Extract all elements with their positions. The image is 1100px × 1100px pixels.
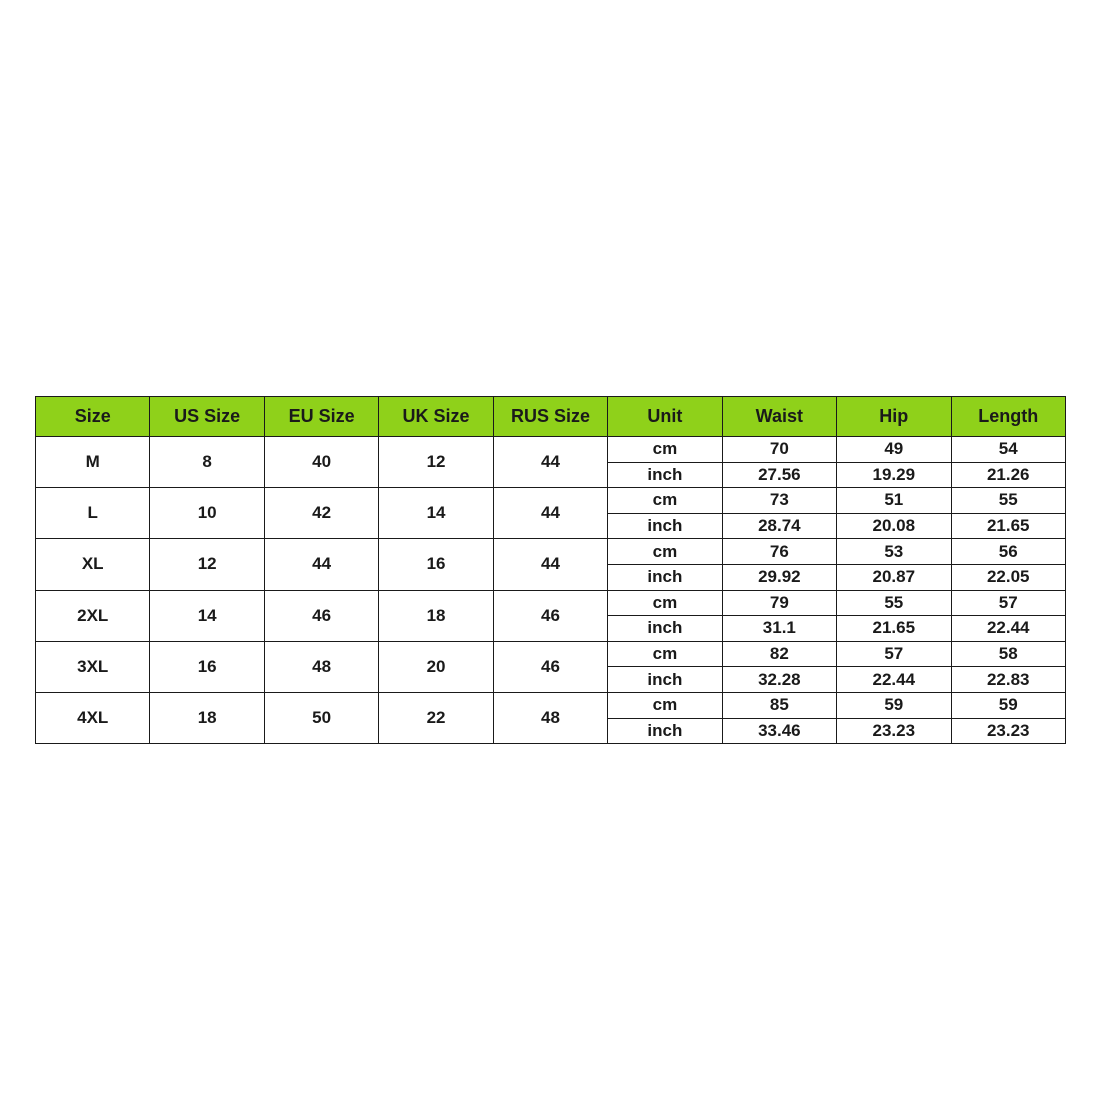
unit-cell: cm [608,488,722,514]
rus-size-cell: 44 [493,539,607,590]
size-cell: L [36,488,150,539]
size-cell: 2XL [36,590,150,641]
waist-cell: 32.28 [722,667,836,693]
header-rus-size: RUS Size [493,397,607,437]
unit-cell: inch [608,667,722,693]
waist-cell: 76 [722,539,836,565]
unit-cell: cm [608,692,722,718]
unit-cell: inch [608,513,722,539]
unit-cell: inch [608,564,722,590]
length-cell: 21.26 [951,462,1065,488]
us-size-cell: 10 [150,488,264,539]
waist-cell: 73 [722,488,836,514]
us-size-cell: 18 [150,692,264,743]
header-us-size: US Size [150,397,264,437]
length-cell: 54 [951,437,1065,463]
length-cell: 21.65 [951,513,1065,539]
waist-cell: 31.1 [722,616,836,642]
size-cell: 4XL [36,692,150,743]
eu-size-cell: 50 [264,692,378,743]
waist-cell: 79 [722,590,836,616]
waist-cell: 33.46 [722,718,836,744]
waist-cell: 70 [722,437,836,463]
unit-cell: cm [608,539,722,565]
size-cell: M [36,437,150,488]
hip-cell: 20.08 [837,513,951,539]
length-cell: 59 [951,692,1065,718]
header-eu-size: EU Size [264,397,378,437]
uk-size-cell: 12 [379,437,493,488]
eu-size-cell: 42 [264,488,378,539]
header-uk-size: UK Size [379,397,493,437]
hip-cell: 21.65 [837,616,951,642]
unit-cell: inch [608,616,722,642]
table-row [36,437,1066,463]
us-size-cell: 16 [150,641,264,692]
uk-size-cell: 22 [379,692,493,743]
hip-cell: 23.23 [837,718,951,744]
rus-size-cell: 46 [493,590,607,641]
uk-size-cell: 18 [379,590,493,641]
unit-cell: cm [608,437,722,463]
hip-cell: 22.44 [837,667,951,693]
table-row [36,692,1066,718]
length-cell: 22.44 [951,616,1065,642]
us-size-cell: 14 [150,590,264,641]
size-cell: 3XL [36,641,150,692]
hip-cell: 19.29 [837,462,951,488]
hip-cell: 57 [837,641,951,667]
waist-cell: 29.92 [722,564,836,590]
waist-cell: 85 [722,692,836,718]
header-waist: Waist [722,397,836,437]
table-row [36,488,1066,514]
size-table-body [36,437,1066,744]
us-size-cell: 8 [150,437,264,488]
eu-size-cell: 40 [264,437,378,488]
waist-cell: 82 [722,641,836,667]
hip-cell: 55 [837,590,951,616]
unit-cell: inch [608,718,722,744]
rus-size-cell: 44 [493,437,607,488]
unit-cell: inch [608,462,722,488]
header-hip: Hip [837,397,951,437]
size-chart-table [35,396,1066,744]
uk-size-cell: 20 [379,641,493,692]
length-cell: 23.23 [951,718,1065,744]
uk-size-cell: 14 [379,488,493,539]
length-cell: 22.83 [951,667,1065,693]
rus-size-cell: 46 [493,641,607,692]
length-cell: 55 [951,488,1065,514]
table-row [36,590,1066,616]
hip-cell: 51 [837,488,951,514]
uk-size-cell: 16 [379,539,493,590]
length-cell: 22.05 [951,564,1065,590]
header-size: Size [36,397,150,437]
table-row [36,641,1066,667]
hip-cell: 20.87 [837,564,951,590]
unit-cell: cm [608,590,722,616]
header-row [36,397,1066,437]
eu-size-cell: 44 [264,539,378,590]
length-cell: 57 [951,590,1065,616]
us-size-cell: 12 [150,539,264,590]
waist-cell: 28.74 [722,513,836,539]
eu-size-cell: 48 [264,641,378,692]
hip-cell: 59 [837,692,951,718]
table-row [36,539,1066,565]
rus-size-cell: 48 [493,692,607,743]
hip-cell: 53 [837,539,951,565]
length-cell: 58 [951,641,1065,667]
hip-cell: 49 [837,437,951,463]
header-length: Length [951,397,1065,437]
header-unit: Unit [608,397,722,437]
unit-cell: cm [608,641,722,667]
eu-size-cell: 46 [264,590,378,641]
waist-cell: 27.56 [722,462,836,488]
size-cell: XL [36,539,150,590]
rus-size-cell: 44 [493,488,607,539]
length-cell: 56 [951,539,1065,565]
